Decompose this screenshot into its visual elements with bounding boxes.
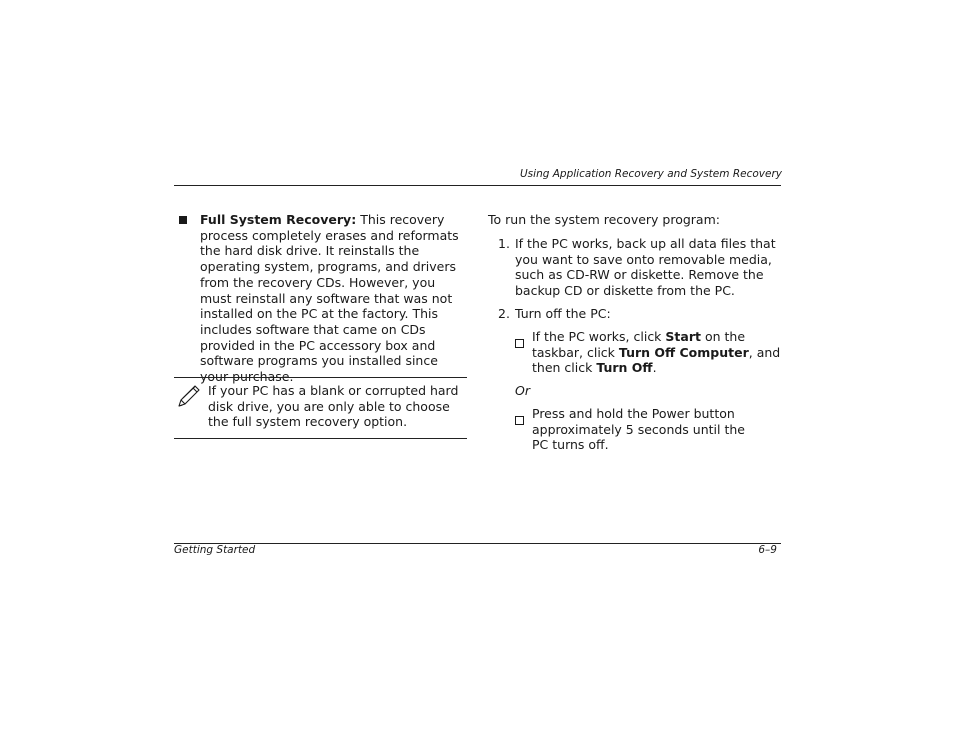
substep-1-mid1: on the taskbar, click (532, 329, 746, 360)
turn-off-computer-label: Turn Off Computer (618, 344, 749, 360)
substep-1-text (532, 329, 788, 376)
or-label: Or (515, 383, 530, 398)
square-bullet-icon (179, 216, 187, 224)
bullet-title: Full System Recovery: (200, 212, 357, 227)
step-2-text: Turn off the PC: (515, 306, 611, 321)
pencil-note-icon (176, 383, 202, 409)
turn-off-label: Turn Off (596, 360, 653, 376)
substep-1-end: . (652, 360, 657, 376)
substep-2-text: Press and hold the Power button approximately 5 seconds until the PC turns off. (532, 406, 745, 453)
checkbox-bullet-icon (515, 333, 524, 352)
full-system-recovery-paragraph (200, 212, 468, 385)
header-rule (174, 185, 781, 186)
note-text: If your PC has a blank or corrupted hard disk drive, you are only able to choose the full system recovery option. (208, 383, 459, 430)
start-label: Start (665, 329, 701, 344)
page-number: 6–9 (758, 544, 777, 556)
footer-rule (174, 543, 781, 544)
intro-line: To run the system recovery program: (488, 212, 720, 227)
step-1-number: 1. (498, 236, 510, 251)
footer-book-title: Getting Started (174, 544, 256, 556)
running-header: Using Application Recovery and System Recovery (520, 168, 782, 180)
substep-1-pre: If the PC works, click (532, 329, 662, 344)
note-bottom-rule (174, 438, 467, 439)
step-2-number: 2. (498, 306, 510, 321)
substep-1-mid2: , and then click (532, 344, 781, 376)
checkbox-bullet-icon (515, 410, 524, 429)
step-1-text: If the PC works, back up all data files that you want to save onto removable media, such as CD-RW or diskette. Remove the backup CD or diskette from the PC. (515, 236, 776, 299)
note-top-rule (174, 377, 467, 378)
bullet-body: This recovery process completely erases and reformats the hard disk drive. It reinstalls the operating system, programs, and drivers from the recovery CDs. However, you must reinstall any software that was not installed on the PC at the factory. This includes software that came on CDs provided in the PC accessory box and software programs you installed since your purchase. (200, 212, 459, 385)
